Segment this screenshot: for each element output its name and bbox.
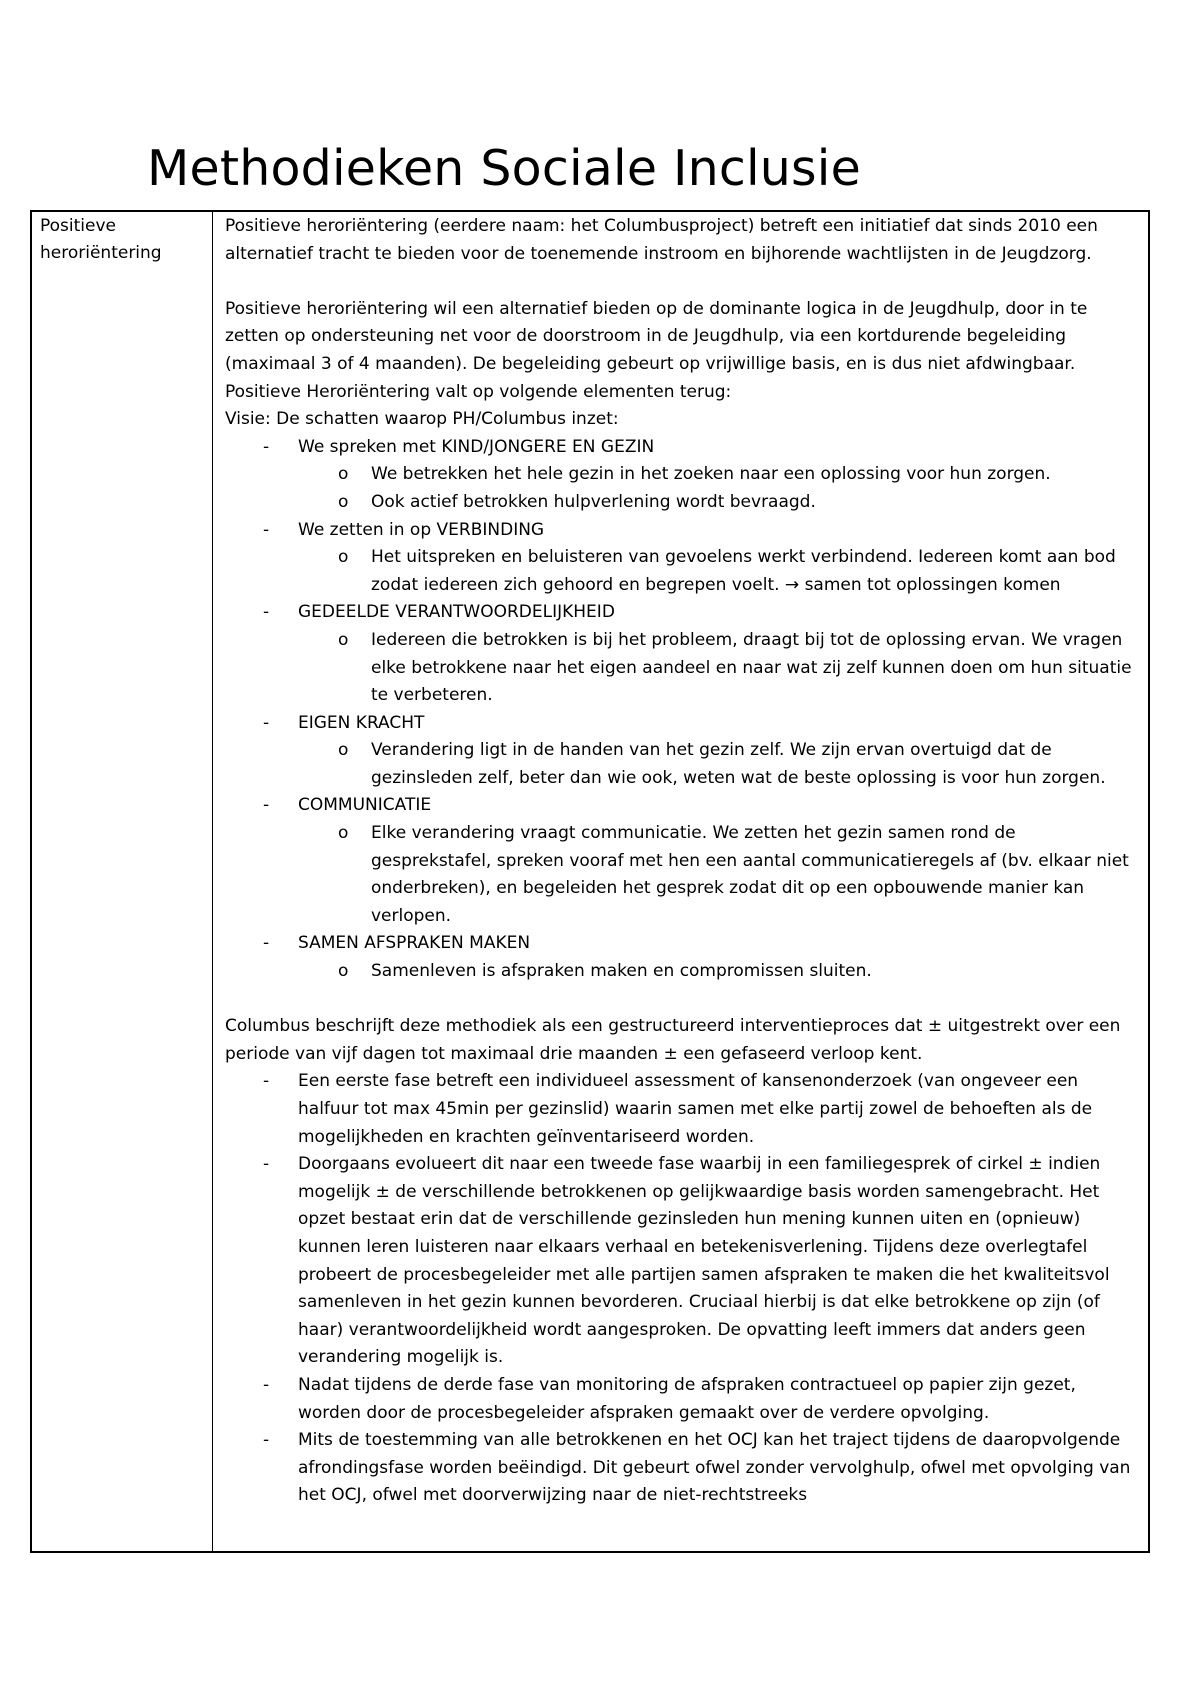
dash-bullet: -: [263, 1071, 270, 1092]
principle-item: [225, 434, 1138, 517]
phase-item: [225, 1068, 1138, 1151]
principles-list: [225, 434, 1138, 986]
dash-bullet: -: [263, 602, 270, 623]
phase-item: [225, 1427, 1138, 1510]
circle-bullet: o: [338, 629, 349, 650]
principle-points: [298, 461, 1138, 516]
alternative-paragraph: Positieve heroriëntering wil een alternatief bieden op de dominante logica in de Jeugdhulp, door in te zetten op ondersteuning net voor de doorstroom in de Jeugdhulp, via een kortdurende begeleiding (maximaal 3 of 4 maanden). De begeleiding gebeurt op vrijwillige basis, en is dus niet afdwingbaar.: [225, 298, 1088, 374]
principle-point: [298, 489, 1138, 517]
elements-line: Positieve Heroriëntering valt op volgende elementen terug:: [225, 381, 732, 402]
method-label: Positieve heroriëntering: [40, 216, 162, 263]
page-title: Methodieken Sociale Inclusie: [147, 140, 861, 197]
principle-point: [298, 461, 1138, 489]
phase-text: Doorgaans evolueert dit naar een tweede fase waarbij in een familiegesprek of cirkel ± indien mogelijk ± de verschillende betrokkenen op gelijkwaardige basis worden samengebracht. Het opzet bestaat erin dat de verschillende gezinsleden hun mening kunnen uiten en (opnieuw) kunnen leren luisteren naar elkaars verhaal en betekenisverlening. Tijdens deze overlegtafel probeert de procesbegeleider met alle partijen samen afspraken te maken die het kwaliteitsvol samenleven in het gezin kunnen bevorderen. Cruciaal hierbij is dat elke betrokkene op zijn (of haar) verantwoordelijkheid wordt aangesproken. De opvatting leeft immers dat anders geen verandering mogelijk is.: [298, 1154, 1110, 1368]
dash-bullet: -: [263, 1430, 270, 1451]
principle-points: [298, 544, 1138, 599]
phase-text: Nadat tijdens de derde fase van monitoring de afspraken contractueel op papier zijn gezet, worden door de procesbegeleider afspraken gemaakt over de verdere opvolging.: [298, 1374, 1076, 1423]
principle-point: [298, 627, 1138, 710]
point-text: Elke verandering vraagt communicatie. We zetten het gezin samen rond de gesprekstafel, spreken vooraf met hen een aantal communicatieregels af (bv. elkaar niet onderbreken), en begeleiden het gesprek zodat dit op een opbouwende manier kan verlopen.: [371, 823, 1129, 926]
point-text: Samenleven is afspraken maken en compromissen sluiten.: [371, 961, 872, 982]
dash-bullet: -: [263, 1374, 270, 1395]
dash-bullet: -: [263, 519, 270, 540]
paragraph-spacer: [225, 268, 1138, 296]
dash-bullet: -: [263, 795, 270, 816]
table-label-cell: [32, 212, 213, 1551]
phase-item: [225, 1372, 1138, 1427]
principle-item: [225, 792, 1138, 930]
principle-item: [225, 599, 1138, 709]
point-text: Iedereen die betrokken is bij het probleem, draagt bij tot de oplossing ervan. We vragen elke betrokkene naar het eigen aandeel en naar wat zij zelf kunnen doen om hun situatie te verbeteren.: [371, 629, 1132, 706]
principle-points: [298, 627, 1138, 710]
principle-item: [225, 930, 1138, 985]
principle-item: [225, 710, 1138, 793]
principle-heading: COMMUNICATIE: [298, 795, 432, 816]
visie-line: Visie: De schatten waarop PH/Columbus inzet:: [225, 409, 619, 430]
phase-item: [225, 1151, 1138, 1372]
circle-bullet: o: [338, 464, 349, 485]
circle-bullet: o: [338, 740, 349, 761]
principle-points: [298, 820, 1138, 930]
circle-bullet: o: [338, 547, 349, 568]
principle-point: [298, 737, 1138, 792]
dash-bullet: -: [263, 933, 270, 954]
dash-bullet: -: [263, 712, 270, 733]
point-text: Verandering ligt in de handen van het gezin zelf. We zijn ervan overtuigd dat de gezinsleden zelf, beter dan wie ook, weten wat de beste oplossing is voor hun zorgen.: [371, 740, 1106, 788]
principle-points: [298, 737, 1138, 792]
principle-point: [298, 958, 1138, 986]
circle-bullet: o: [338, 823, 349, 844]
principle-heading: SAMEN AFSPRAKEN MAKEN: [298, 933, 531, 954]
circle-bullet: o: [338, 961, 349, 982]
phase-text: Mits de toestemming van alle betrokkenen en het OCJ kan het traject tijdens de daaropvolgende afrondingsfase worden beëindigd. Dit gebeurt ofwel zonder vervolghulp, ofwel met opvolging van het OCJ, ofwel met doorverwijzing naar de niet-rechtstreeks: [298, 1430, 1131, 1506]
point-text: We betrekken het hele gezin in het zoeken naar een oplossing voor hun zorgen.: [371, 464, 1051, 485]
columbus-paragraph: Columbus beschrijft deze methodiek als een gestructureerd interventieproces dat ± uitgestrekt over een periode van vijf dagen tot maximaal drie maanden ± een gefaseerd verloop kent.: [225, 1016, 1121, 1064]
paragraph-spacer: [225, 986, 1138, 1014]
principle-heading: GEDEELDE VERANTWOORDELIJKHEID: [298, 602, 615, 623]
intro-paragraph: Positieve heroriëntering (eerdere naam: het Columbusproject) betreft een initiatief dat sinds 2010 een alternatief tracht te bieden voor de toenemende instroom en bijhorende wachtlijsten in de Jeugdzorg.: [225, 216, 1098, 264]
principle-heading: EIGEN KRACHT: [298, 712, 425, 733]
point-text: Het uitspreken en beluisteren van gevoelens werkt verbindend. Iedereen komt aan bod zodat iedereen zich gehoord en begrepen voelt. → samen tot oplossingen komen: [371, 547, 1116, 595]
point-text: Ook actief betrokken hulpverlening wordt bevraagd.: [371, 491, 816, 512]
phases-list: [225, 1068, 1138, 1510]
circle-bullet: o: [338, 491, 349, 512]
dash-bullet: -: [263, 436, 270, 457]
phase-text: Een eerste fase betreft een individueel assessment of kansenonderzoek (van ongeveer een halfuur tot max 45min per gezinslid) waarin samen met elke partij zowel de behoeften als de mogelijkheden en krachten geïnventariseerd worden.: [298, 1071, 1093, 1147]
dash-bullet: -: [263, 1154, 270, 1175]
principle-heading: We zetten in op VERBINDING: [298, 519, 545, 540]
principle-point: [298, 544, 1138, 599]
principle-item: [225, 517, 1138, 600]
methodiek-table: [30, 210, 1150, 1553]
table-content-cell: [213, 212, 1148, 1551]
principle-points: [298, 958, 1138, 986]
principle-heading: We spreken met KIND/JONGERE EN GEZIN: [298, 436, 655, 457]
principle-point: [298, 820, 1138, 930]
